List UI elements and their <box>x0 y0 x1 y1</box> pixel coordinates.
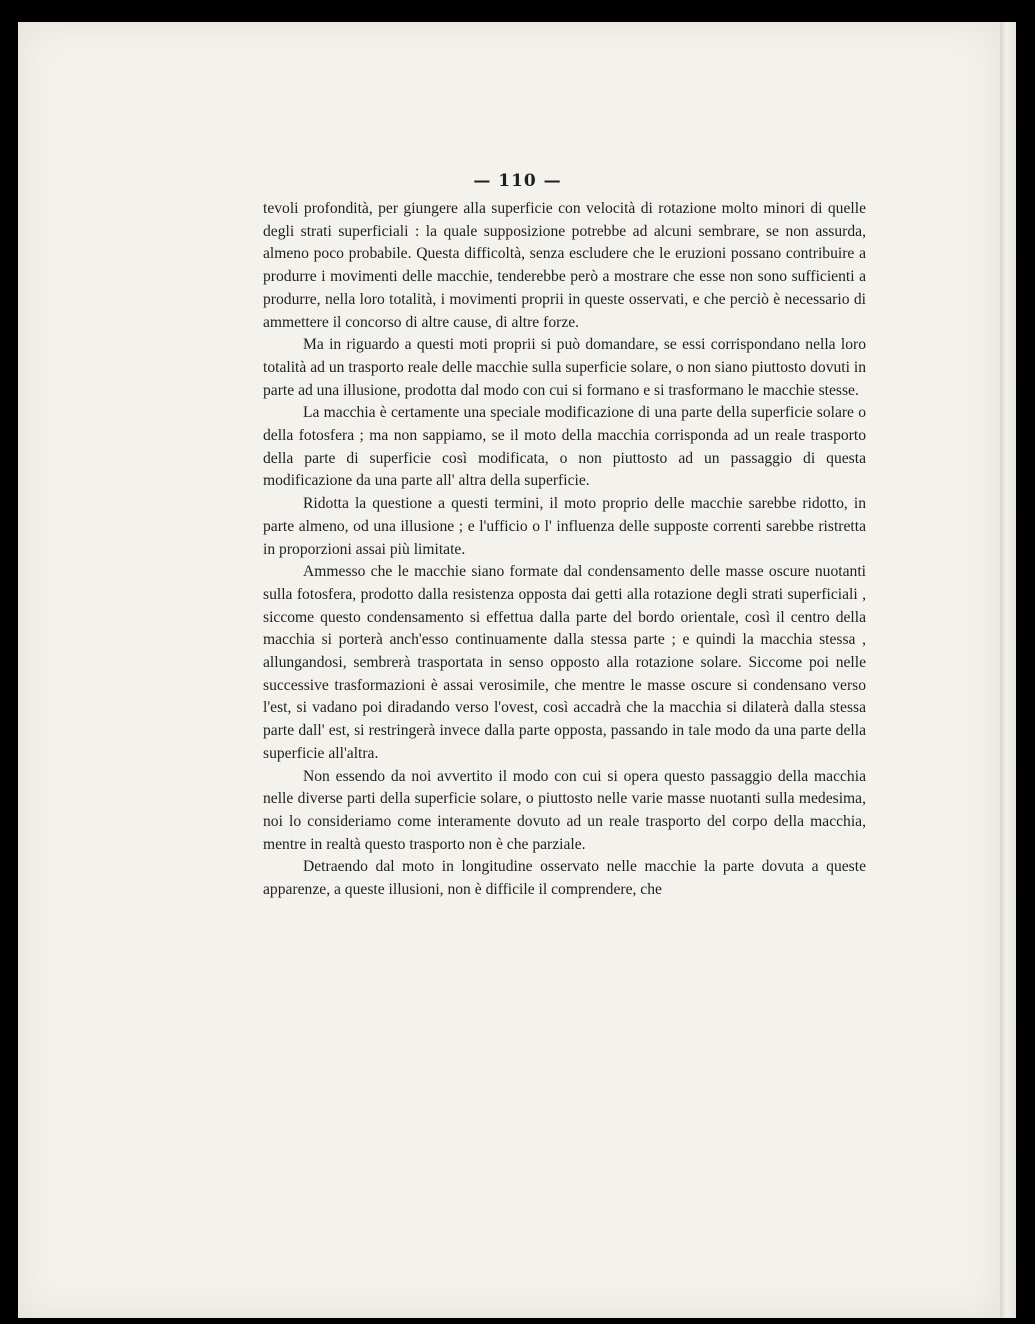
paragraph: Ma in riguardo a questi moti proprii si può domandare, se essi corrispondano nella loro totalità ad un trasporto reale delle macchie sulla superficie solare, o non siano piuttosto dovuti in parte ad una illusione, prodotta dal modo con cui si formano e si trasformano le macchie stesse. <box>263 336 866 399</box>
paragraph: Ridotta la questione a questi termini, il moto proprio delle macchie sarebbe ridotto, in parte almeno, od una illusione ; e l'ufficio o l' influenza delle supposte correnti sarebbe ristretta in proporzioni assai più limitate. <box>263 495 866 558</box>
body-text <box>263 198 866 902</box>
paragraph: Ammesso che le macchie siano formate dal condensamento delle masse oscure nuotanti sulla fotosfera, prodotto dalla resistenza opposta dai getti alla rotazione degli strati superficiali , siccome questo condensamento si effettua dalla parte del bordo orientale, così il centro della macchia si porterà anch'esso continuamente dalla stessa parte ; e quindi la macchia stessa , allungandosi, sembrerà trasportata in senso opposto alla rotazione solare. Siccome poi nelle successive trasformazioni è assai verosimile, che mentre le masse oscure si condensano verso l'est, si vadano poi diradando verso l'ovest, così accadrà che la macchia si dilaterà dalla stessa parte dall' est, si restringerà invece dalla parte opposta, passando in tale modo da una parte della superficie all'altra. <box>263 563 866 762</box>
page-number: — 110 — <box>473 171 562 191</box>
paragraph: Non essendo da noi avvertito il modo con cui si opera questo passaggio della macchia nelle diverse parti della superficie solare, o piuttosto nelle varie masse nuotanti sulla medesima, noi lo consideriamo come interamente dovuto ad un reale trasporto del corpo della macchia, mentre in realtà questo trasporto non è che parziale. <box>263 767 866 853</box>
paragraph: La macchia è certamente una speciale modificazione di una parte della superficie solare o della fotosfera ; ma non sappiamo, se il moto della macchia corrisponda ad un reale trasporto della parte di superficie così modificata, o non piuttosto ad un passaggio di questa modificazione da una parte all' altra della superficie. <box>263 404 866 490</box>
paragraph: tevoli profondità, per giungere alla superficie con velocità di rotazione molto minori di quelle degli strati superficiali : la quale supposizione potrebbe ad alcuni sembrare, se non assurda, almeno poco probabile. Questa difficoltà, senza escludere che le eruzioni possano contribuire a produrre i movimenti delle macchie, tenderebbe però a mostrare che esse non sono sufficienti a produrre, nella loro totalità, i movimenti proprii in queste osservati, e che perciò è necessario di ammettere il concorso di altre cause, di altre forze. <box>263 200 866 331</box>
paragraph: Detraendo dal moto in longitudine osservato nelle macchie la parte dovuta a queste apparenze, a queste illusioni, non è difficile il comprendere, che <box>263 858 866 899</box>
paper-edge <box>1000 22 1016 1318</box>
scan-border <box>1016 22 1035 1318</box>
